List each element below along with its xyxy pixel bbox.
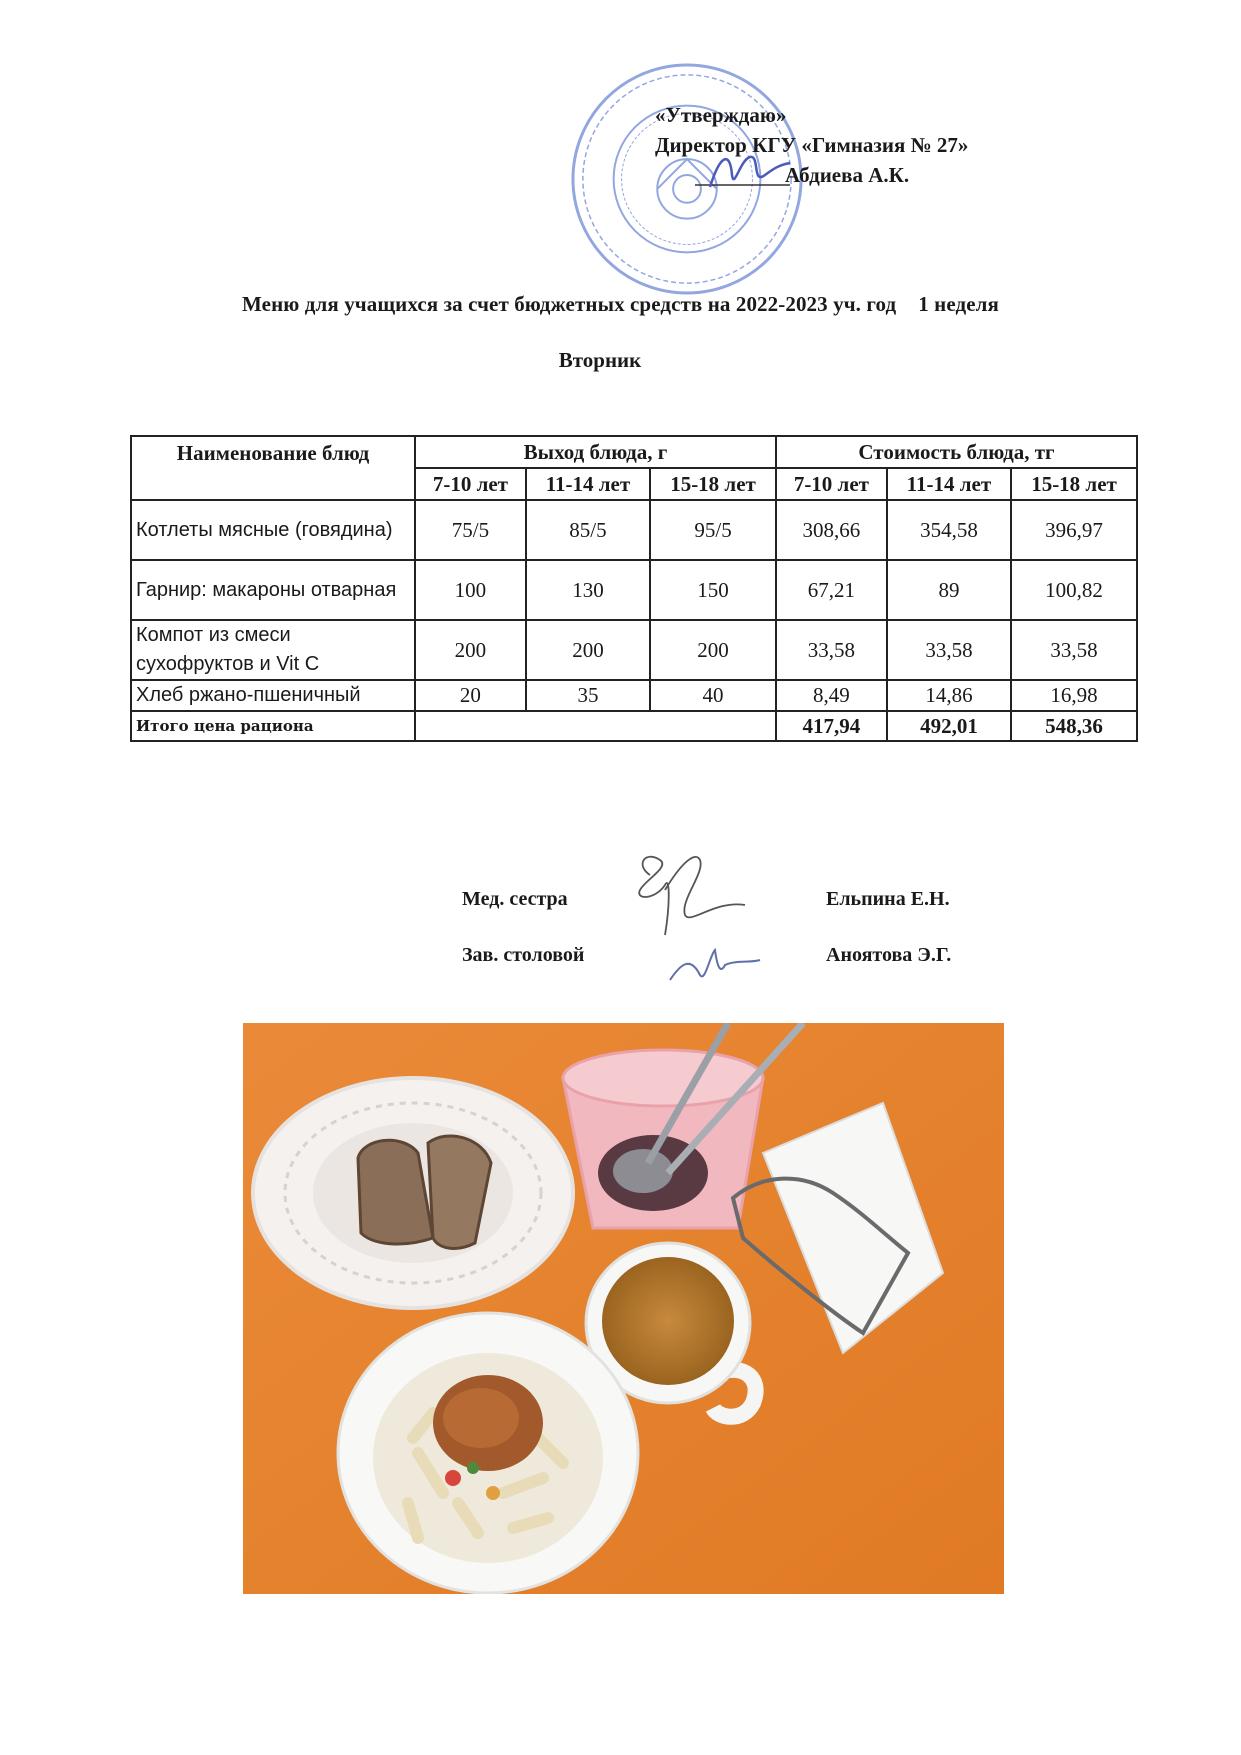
canteen-head-signature xyxy=(665,935,765,985)
total-cost-cell: 417,94 xyxy=(776,711,887,741)
menu-week: 1 неделя xyxy=(918,292,999,316)
approval-director-title: Директор КГУ «Гимназия № 27» xyxy=(655,133,969,157)
pasta-bowl xyxy=(338,1313,638,1593)
yield-cell: 100 xyxy=(415,560,526,620)
approval-heading: «Утверждаю» xyxy=(655,103,787,127)
bread-basket xyxy=(253,1078,573,1308)
yield-cell: 200 xyxy=(650,620,776,680)
cost-cell: 308,66 xyxy=(776,500,887,560)
yield-cell: 200 xyxy=(526,620,650,680)
header-age: 15-18 лет xyxy=(1011,468,1137,500)
table-row xyxy=(131,500,1137,560)
menu-title-main: Меню для учащихся за счет бюджетных средств на 2022-2023 уч. год xyxy=(242,292,897,316)
cost-cell: 100,82 xyxy=(1011,560,1137,620)
yield-cell: 75/5 xyxy=(415,500,526,560)
yield-cell: 150 xyxy=(650,560,776,620)
cost-cell: 33,58 xyxy=(887,620,1011,680)
cost-cell: 354,58 xyxy=(887,500,1011,560)
cost-cell: 89 xyxy=(887,560,1011,620)
cost-cell: 33,58 xyxy=(1011,620,1137,680)
menu-day: Вторник xyxy=(558,348,642,372)
yield-cell: 130 xyxy=(526,560,650,620)
total-cost-cell: 492,01 xyxy=(887,711,1011,741)
meal-photo xyxy=(243,1023,1004,1594)
yield-cell: 20 xyxy=(415,680,526,711)
table-header-row xyxy=(131,436,1137,468)
yield-cell: 200 xyxy=(415,620,526,680)
cost-cell: 16,98 xyxy=(1011,680,1137,711)
dish-name: Компот из смеси сухофруктов и Vit C xyxy=(131,620,415,680)
table-total-row xyxy=(131,711,1137,741)
total-empty-cell xyxy=(415,711,776,741)
nurse-role: Мед. сестра xyxy=(462,888,568,910)
total-label: Итого цена рациона xyxy=(131,711,415,741)
canteen-role: Зав. столовой xyxy=(462,944,585,966)
menu-title xyxy=(0,292,1241,317)
cost-cell: 67,21 xyxy=(776,560,887,620)
header-age: 15-18 лет xyxy=(650,468,776,500)
header-age: 7-10 лет xyxy=(415,468,526,500)
dish-name: Гарнир: макароны отварная xyxy=(131,560,415,620)
cost-cell: 33,58 xyxy=(776,620,887,680)
total-cost-cell: 548,36 xyxy=(1011,711,1137,741)
table-row xyxy=(131,680,1137,711)
table-row xyxy=(131,620,1137,680)
approval-director-name: Абдиева А.К. xyxy=(785,163,910,187)
header-cost: Стоимость блюда, тг xyxy=(776,436,1137,468)
table-row xyxy=(131,560,1137,620)
dish-name: Котлеты мясные (говядина) xyxy=(131,500,415,560)
cost-cell: 396,97 xyxy=(1011,500,1137,560)
menu-table xyxy=(130,435,1138,742)
cost-cell: 14,86 xyxy=(887,680,1011,711)
yield-cell: 35 xyxy=(526,680,650,711)
canteen-name: Аноятова Э.Г. xyxy=(826,944,952,966)
yield-cell: 85/5 xyxy=(526,500,650,560)
dish-name: Хлеб ржано-пшеничный xyxy=(131,680,415,711)
yield-cell: 40 xyxy=(650,680,776,711)
header-dish-name: Наименование блюд xyxy=(131,436,415,500)
header-age: 7-10 лет xyxy=(776,468,887,500)
nurse-name: Ельпина Е.Н. xyxy=(826,888,950,910)
yield-cell: 95/5 xyxy=(650,500,776,560)
nurse-signature xyxy=(625,845,755,940)
header-age: 11-14 лет xyxy=(526,468,650,500)
header-yield: Выход блюда, г xyxy=(415,436,776,468)
cost-cell: 8,49 xyxy=(776,680,887,711)
header-age: 11-14 лет xyxy=(887,468,1011,500)
director-signature xyxy=(690,145,800,195)
